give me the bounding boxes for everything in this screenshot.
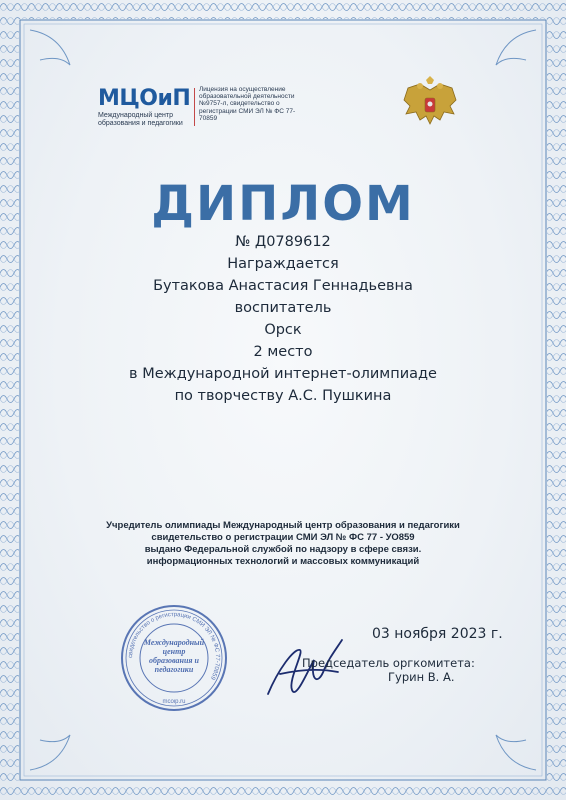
logo-subtitle: Международный центр образования и педагогики [98, 112, 183, 127]
place-awarded: 2 место [253, 344, 313, 360]
event-name-line-1: в Международной интернет-олимпиаде [129, 366, 437, 382]
stamp-ring-text: свидетельство о регистрации СМИ ЭЛ № ФС 77-70859 [127, 611, 221, 681]
organization-stamp [118, 602, 230, 714]
stamp-center-text: Международный центр образования и педагогики [143, 638, 205, 674]
recipient-city: Орск [264, 322, 302, 338]
stamp-site: mcoip.ru [162, 699, 186, 705]
logo-text: МЦОиП [98, 86, 191, 111]
coat-of-arms-icon [398, 76, 462, 140]
awarded-label: Награждается [227, 256, 339, 272]
chair-name: Гурин В. А. [388, 670, 455, 684]
issue-date: 03 ноября 2023 г. [372, 626, 503, 642]
diploma-number: № Д0789612 [235, 234, 331, 250]
license-text: Лицензия на осуществление образовательной деятельности №9757-л, свидетельство о регистрации СМИ ЭЛ № ФС 77-70859 [199, 86, 296, 122]
signature-image [258, 630, 348, 710]
event-name-line-2: по творчеству А.С. Пушкина [174, 388, 392, 404]
founder-line-4: информационных технологий и массовых коммуникаций [146, 556, 420, 567]
recipient-position: воспитатель [234, 300, 332, 316]
logo-separator [194, 88, 195, 126]
chair-label: Председатель оргкомитета: [302, 656, 475, 670]
diploma-title: ДИПЛОМ [151, 176, 415, 232]
founder-line-1: Учредитель олимпиады Международный центр образования и педагогики [106, 520, 460, 531]
founder-line-3: выдано Федеральной службой по надзору в сфере связи. [144, 544, 422, 555]
founder-info [0, 520, 566, 568]
founder-line-2: свидетельство о регистрации СМИ ЭЛ № ФС 77 - УО859 [151, 532, 415, 543]
recipient-name: Бутакова Анастасия Геннадьевна [153, 278, 413, 294]
organization-logo-block [98, 86, 298, 132]
